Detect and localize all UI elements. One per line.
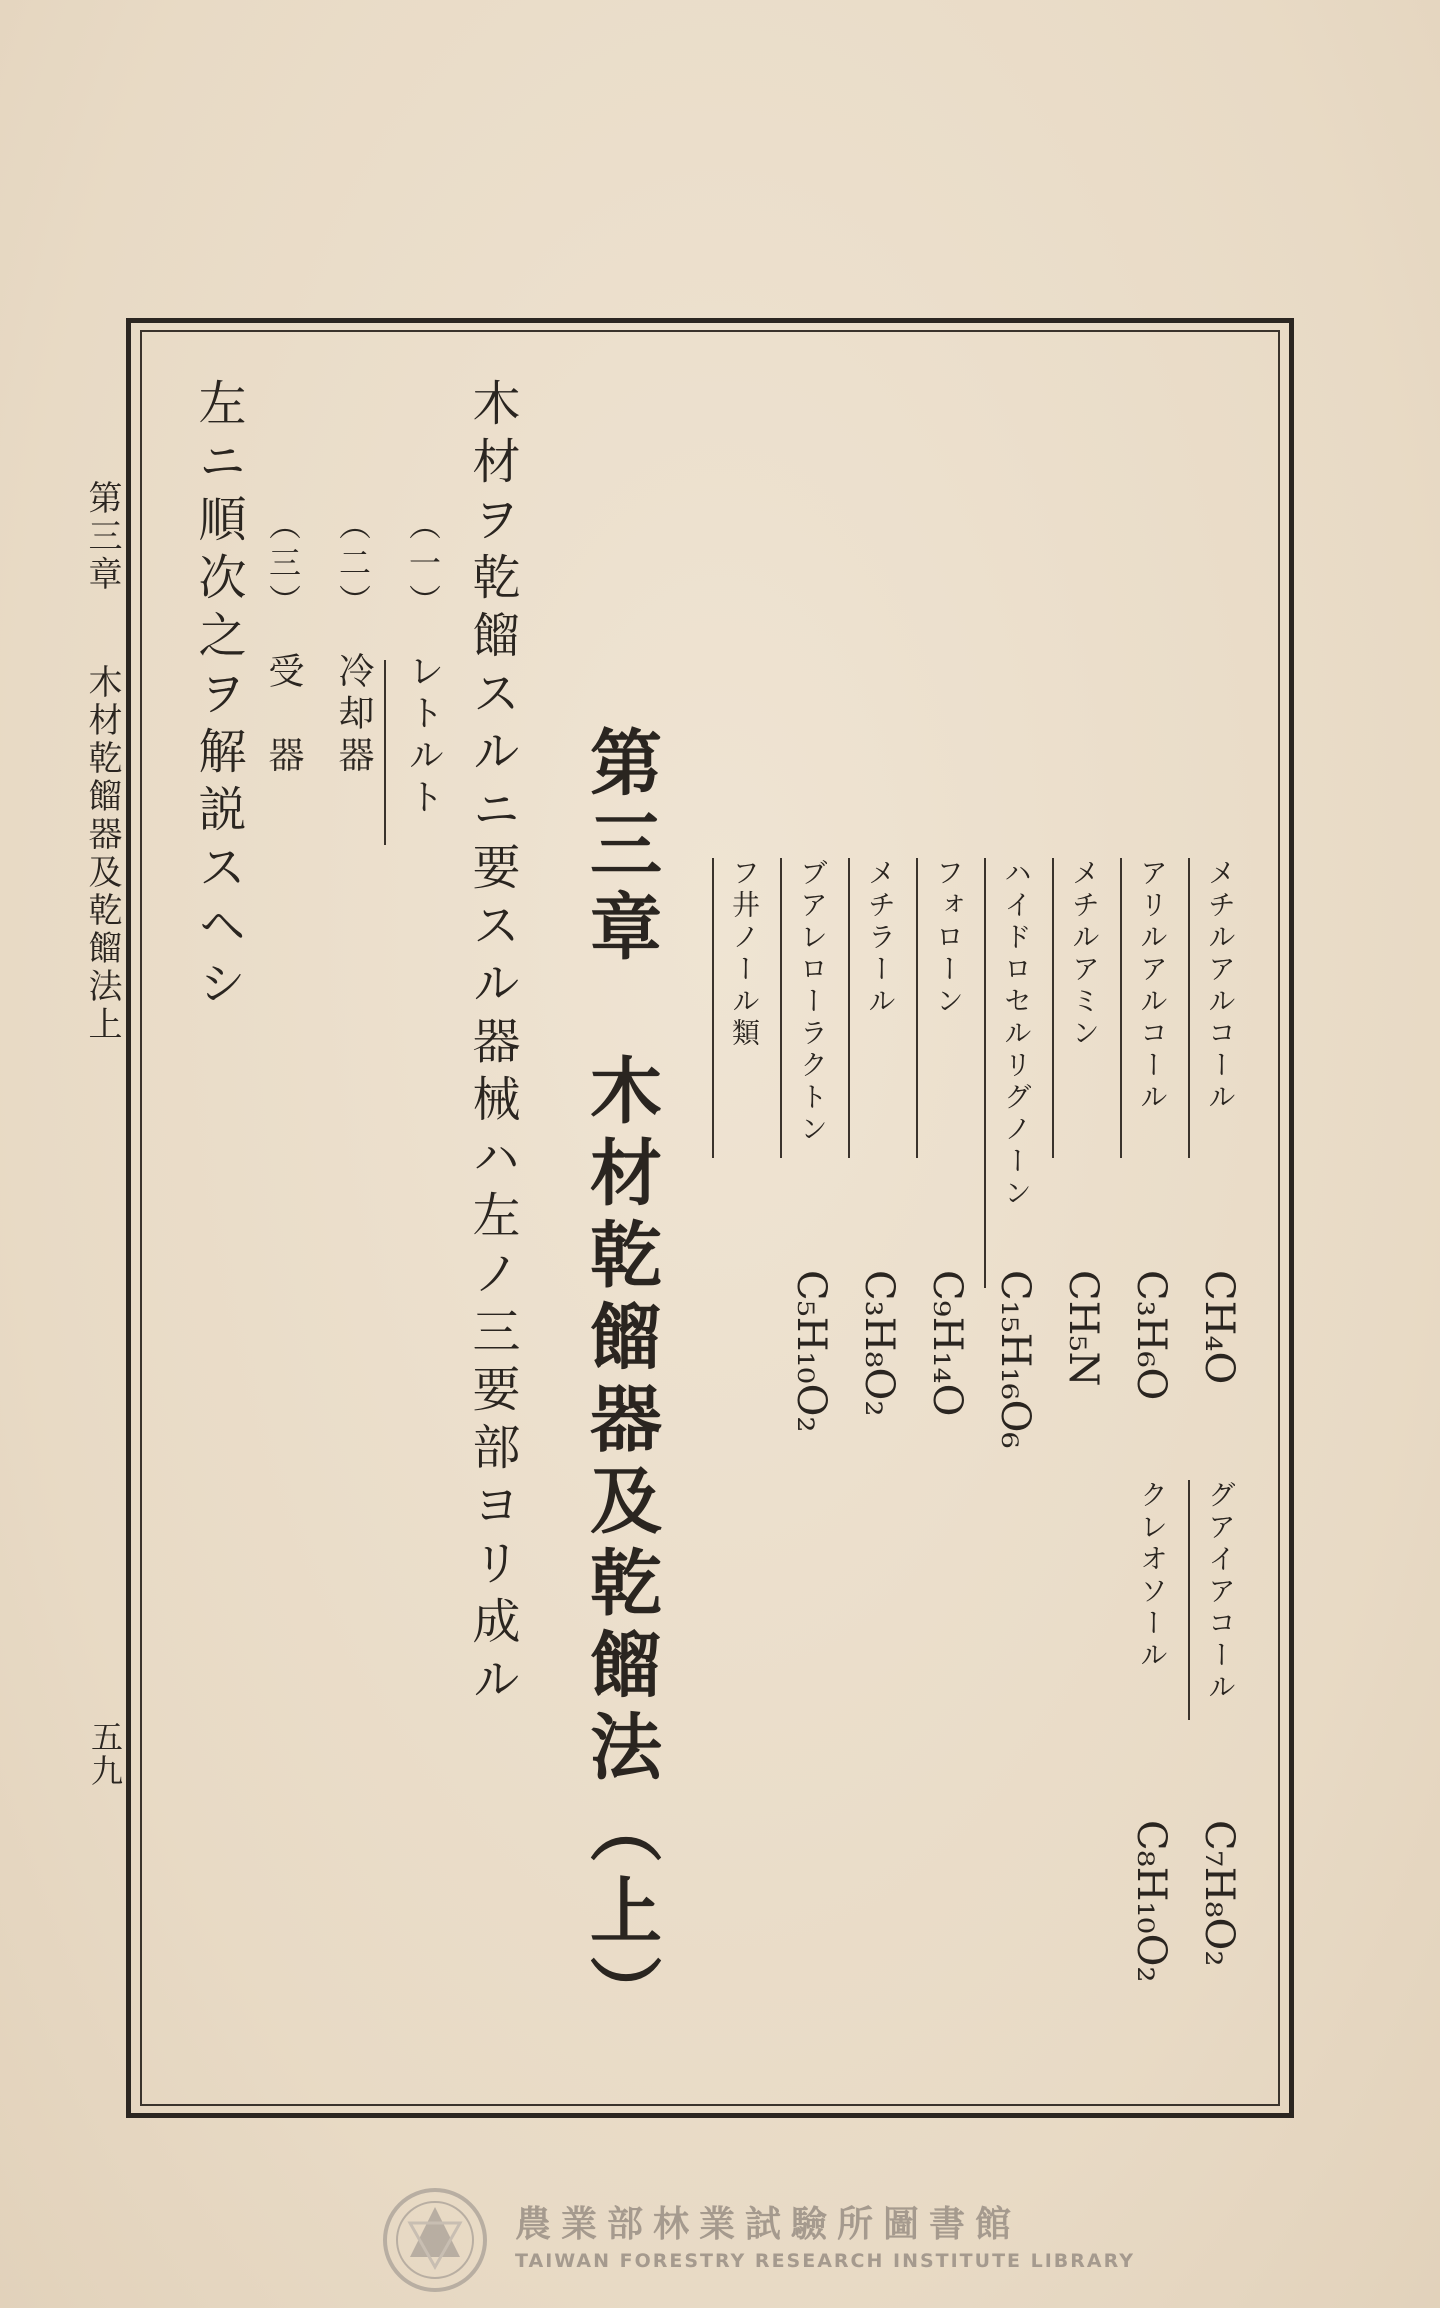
library-name-en: TAIWAN FORESTRY RESEARCH INSTITUTE LIBRARY	[515, 2250, 1135, 2272]
part-number: （一）	[404, 508, 442, 622]
compound-formula: CH₄O	[1196, 1270, 1242, 1385]
page-frame-inner	[140, 330, 1280, 2106]
part-name: レトルト	[403, 652, 444, 820]
compound-formula: CH₅N	[1060, 1270, 1106, 1387]
compound-formula: C₉H₁₄O	[924, 1270, 970, 1417]
intro-line-1: 木材ヲ乾餾スルニ要スル器械ハ左ノ三要部ヨリ成ル	[464, 378, 520, 1712]
phenol-formula: C₈H₁₀O₂	[1128, 1820, 1174, 1983]
column-rule	[848, 858, 850, 1158]
part-item-2	[328, 508, 379, 778]
compound-formula: C₃H₈O₂	[856, 1270, 902, 1417]
compound-name: メチルアルコール	[1204, 858, 1237, 1114]
compound-formula: C₃H₆O	[1128, 1270, 1174, 1401]
column-rule	[1052, 858, 1054, 1158]
part-item-1	[398, 508, 449, 820]
running-header	[78, 480, 127, 1044]
column-rule	[916, 858, 918, 1158]
compound-name: フ井ノール類	[728, 858, 761, 1050]
part-number: （二）	[334, 508, 372, 622]
compound-formula: C₁₅H₁₆O₆	[992, 1270, 1038, 1449]
parts-bracket-rule	[384, 660, 386, 845]
part-name: 冷却器	[333, 652, 374, 778]
column-rule	[1120, 858, 1122, 1158]
part-name: 受 器	[263, 652, 304, 778]
compound-name: フォローン	[932, 858, 965, 1018]
phenol-formula: C₇H₈O₂	[1196, 1820, 1242, 1967]
phenol-name: グアイアコール	[1204, 1480, 1237, 1704]
compound-name: ブアレローラクトン	[796, 858, 829, 1146]
part-item-3	[258, 508, 309, 778]
library-name-zh: 農業部林業試驗所圖書館	[515, 2204, 1022, 2245]
running-header-title: 木材乾餾器及乾餾法上	[82, 664, 122, 1044]
compound-name: メチラール	[864, 858, 897, 1018]
compound-name: メチルアミン	[1068, 858, 1101, 1050]
column-rule	[780, 858, 782, 1158]
compound-formula: C₅H₁₀O₂	[788, 1270, 834, 1433]
part-number: （三）	[264, 508, 302, 622]
page-number: 五九	[86, 1720, 124, 1788]
compound-name: アリルアルコール	[1136, 858, 1169, 1114]
column-rule	[984, 858, 986, 1288]
phenol-name: クレオソール	[1136, 1480, 1169, 1672]
column-rule	[712, 858, 714, 1158]
intro-line-2: 左ニ順次之ヲ解説スヘシ	[190, 378, 246, 1016]
library-seal-icon	[380, 2185, 490, 2295]
compound-name: ハイドロセルリグノーン	[1000, 858, 1033, 1210]
phenol-bracket-rule	[1188, 1480, 1190, 1720]
running-header-chapter: 第三章	[82, 480, 122, 594]
column-rule	[1188, 858, 1190, 1158]
chapter-title: 第三章 木材乾餾器及乾餾法（上）	[578, 725, 663, 2037]
